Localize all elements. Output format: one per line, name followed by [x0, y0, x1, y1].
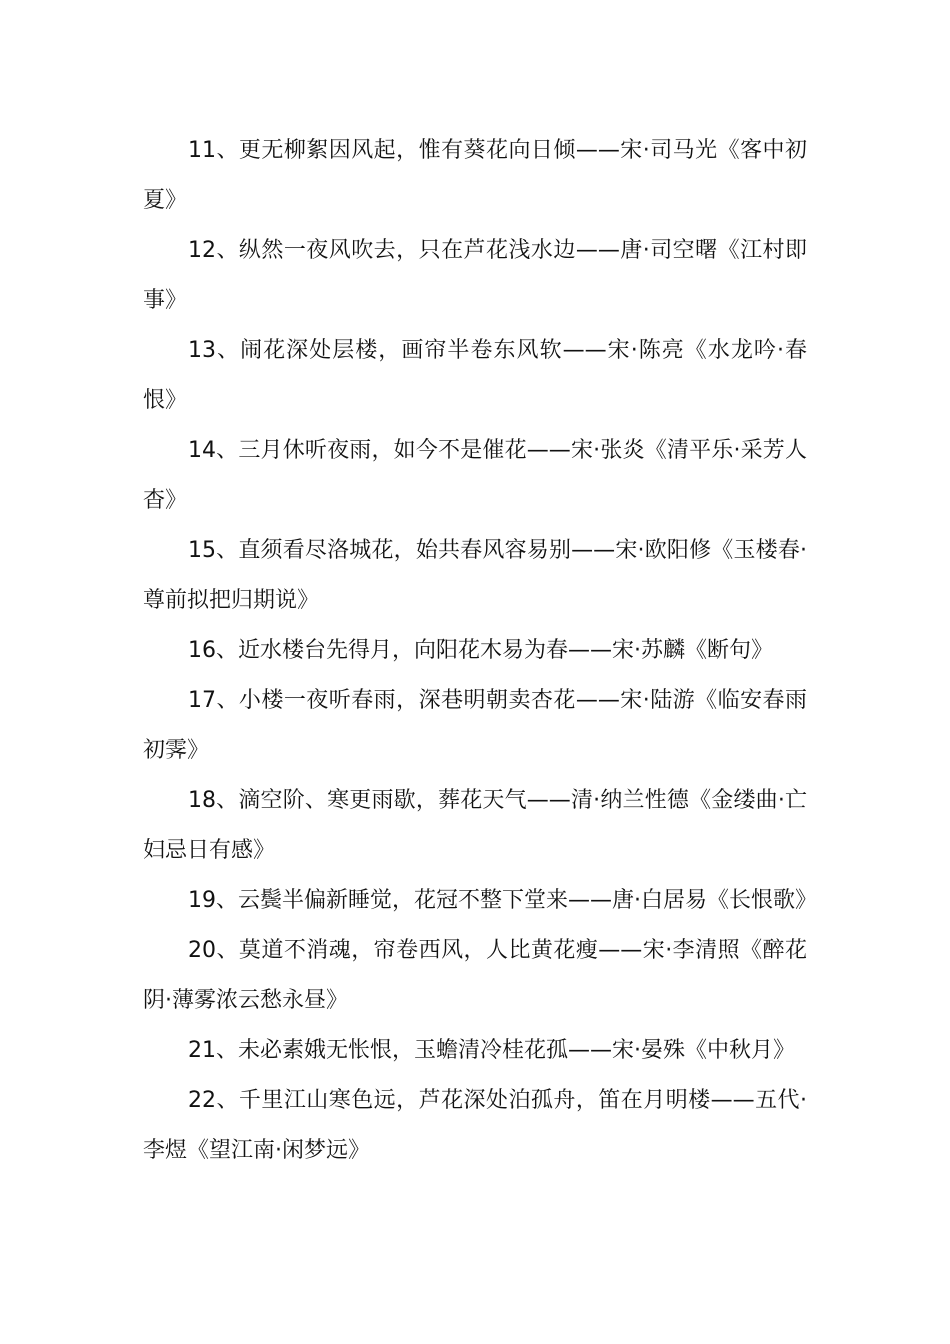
poem-line-22: 22、千里江山寒色远，芦花深处泊孤舟，笛在月明楼——五代·李煜《望江南·闲梦远》 — [143, 1088, 807, 1163]
poem-line-15: 15、直须看尽洛城花，始共春风容易别——宋·欧阳修《玉楼春·尊前拟把归期说》 — [143, 538, 807, 613]
poem-line-13: 13、闹花深处层楼，画帘半卷东风软——宋·陈亮《水龙吟·春恨》 — [143, 338, 807, 413]
poem-line-11: 11、更无柳絮因风起，惟有葵花向日倾——宋·司马光《客中初夏》 — [143, 138, 807, 213]
poem-line-18: 18、滴空阶、寒更雨歇，葬花天气——清·纳兰性德《金缕曲·亡妇忌日有感》 — [143, 788, 807, 863]
poem-line-17: 17、小楼一夜听春雨，深巷明朝卖杏花——宋·陆游《临安春雨初霁》 — [143, 688, 807, 763]
poem-list — [143, 126, 817, 1176]
poem-line-21: 21、未必素娥无怅恨，玉蟾清冷桂花孤——宋·晏殊《中秋月》 — [188, 1038, 795, 1063]
poem-line-19: 19、云鬓半偏新睡觉，花冠不整下堂来——唐·白居易《长恨歌》 — [188, 888, 817, 913]
poem-line-16: 16、近水楼台先得月，向阳花木易为春——宋·苏麟《断句》 — [188, 638, 773, 663]
poem-line-14: 14、三月休听夜雨，如今不是催花——宋·张炎《清平乐·采芳人杳》 — [143, 438, 807, 513]
poem-line-20: 20、莫道不消魂，帘卷西风，人比黄花瘦——宋·李清照《醉花阴·薄雾浓云愁永昼》 — [143, 938, 807, 1013]
poem-line-12: 12、纵然一夜风吹去，只在芦花浅水边——唐·司空曙《江村即事》 — [143, 238, 807, 313]
